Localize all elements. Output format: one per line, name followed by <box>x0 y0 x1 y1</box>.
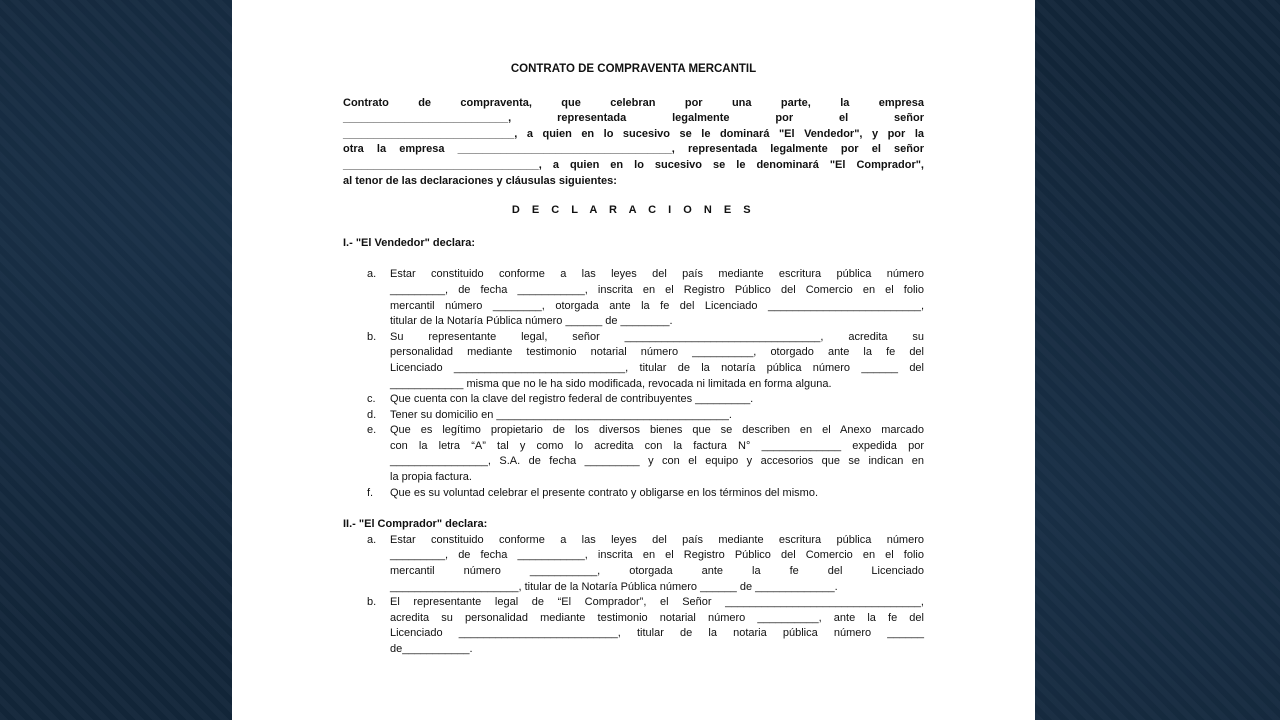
item-line: ____________ misma que no le ha sido modificada, revocada ni limitada en forma alguna. <box>390 377 832 390</box>
item-line: acredita su personalidad mediante testimonio notarial número __________, ante la fe del <box>390 611 924 624</box>
vendedor-item-d <box>343 408 924 424</box>
intro-line: ___________________________, representada legalmente por el señor <box>343 112 924 125</box>
item-line: personalidad mediante testimonio notarial número __________, otorgado ante la fe del <box>390 346 924 359</box>
vendedor-item-c <box>343 392 924 408</box>
comprador-item-b <box>343 595 924 657</box>
intro-line: otra la empresa ___________________________________, representada legalmente por el señor <box>343 143 924 156</box>
intro-line: al tenor de las declaraciones y cláusulas siguientes: <box>343 174 617 187</box>
list-marker: a. <box>367 533 377 546</box>
section-vendedor-heading: I.- "El Vendedor" declara: <box>343 236 476 249</box>
item-line: Su representante legal, señor ________________________________, acredita su <box>390 330 924 343</box>
item-line: _____________________, titular de la Notaría Pública número ______ de _____________. <box>390 580 838 593</box>
intro-paragraph <box>343 96 924 190</box>
vendedor-item-b <box>343 330 924 392</box>
item-line: mercantil número ___________, otorgada ante la fe del Licenciado <box>390 565 924 578</box>
item-line: titular de la Notaría Pública número ______ de ________. <box>390 315 673 328</box>
item-line: Que es legítimo propietario de los diversos bienes que se describen en el Anexo marcado <box>390 424 924 437</box>
intro-line: Contrato de compraventa, que celebran por una parte, la empresa <box>343 96 924 109</box>
item-line: de___________. <box>390 643 473 655</box>
declaraciones-heading: D E C L A R A C I O N E S <box>511 204 756 217</box>
list-marker: b. <box>367 330 377 343</box>
item-line: El representante legal de “El Comprador”, el Señor ________________________________, <box>390 596 924 609</box>
item-line: con la letra “A” tal y como lo acredita con la factura N° _____________ expedida por <box>390 439 924 452</box>
item-line: Estar constituido conforme a las leyes del país mediante escritura pública número <box>390 533 924 546</box>
list-marker: a. <box>367 268 377 281</box>
item-line: _________, de fecha ___________, inscrita en el Registro Público del Comercio en el folio <box>390 549 924 562</box>
contract-document <box>343 62 924 658</box>
vendedor-item-f <box>343 486 924 502</box>
item-line: _________, de fecha ___________, inscrita en el Registro Público del Comercio en el folio <box>390 283 924 296</box>
list-marker: d. <box>367 408 377 421</box>
item-line: Licenciado ____________________________, titular de la notaría pública número ______ del <box>390 361 924 374</box>
item-line: Que es su voluntad celebrar el presente contrato y obligarse en los términos del mismo. <box>390 486 818 499</box>
list-marker: f. <box>367 486 374 499</box>
section-comprador-heading: II.- "El Comprador" declara: <box>343 518 488 531</box>
vendedor-item-a <box>343 267 924 329</box>
item-line: mercantil número ________, otorgada ante la fe del Licenciado _________________________, <box>390 299 924 312</box>
item-line: Tener su domicilio en ______________________________________. <box>390 408 732 421</box>
comprador-item-a <box>343 533 924 595</box>
item-line: la propia factura. <box>390 471 472 484</box>
list-marker: b. <box>367 596 377 609</box>
document-page <box>232 0 1035 720</box>
item-line: Estar constituido conforme a las leyes del país mediante escritura pública número <box>390 268 924 281</box>
item-line: Que cuenta con la clave del registro federal de contribuyentes _________. <box>390 393 754 406</box>
list-marker: c. <box>367 393 376 406</box>
list-marker: e. <box>367 424 377 437</box>
item-line: Licenciado __________________________, titular de la notaria pública número ______ <box>390 627 924 640</box>
item-line: ________________, S.A. de fecha _________ y con el equipo y accesorios que se indican en <box>390 455 924 468</box>
intro-line: ________________________________, a quien en lo sucesivo se le denominará "El Comprador", <box>343 158 924 171</box>
vendedor-item-e <box>343 423 924 485</box>
intro-line: ____________________________, a quien en lo sucesivo se le dominará "El Vendedor", y por la <box>343 127 924 140</box>
contract-title: CONTRATO DE COMPRAVENTA MERCANTIL <box>510 63 757 75</box>
